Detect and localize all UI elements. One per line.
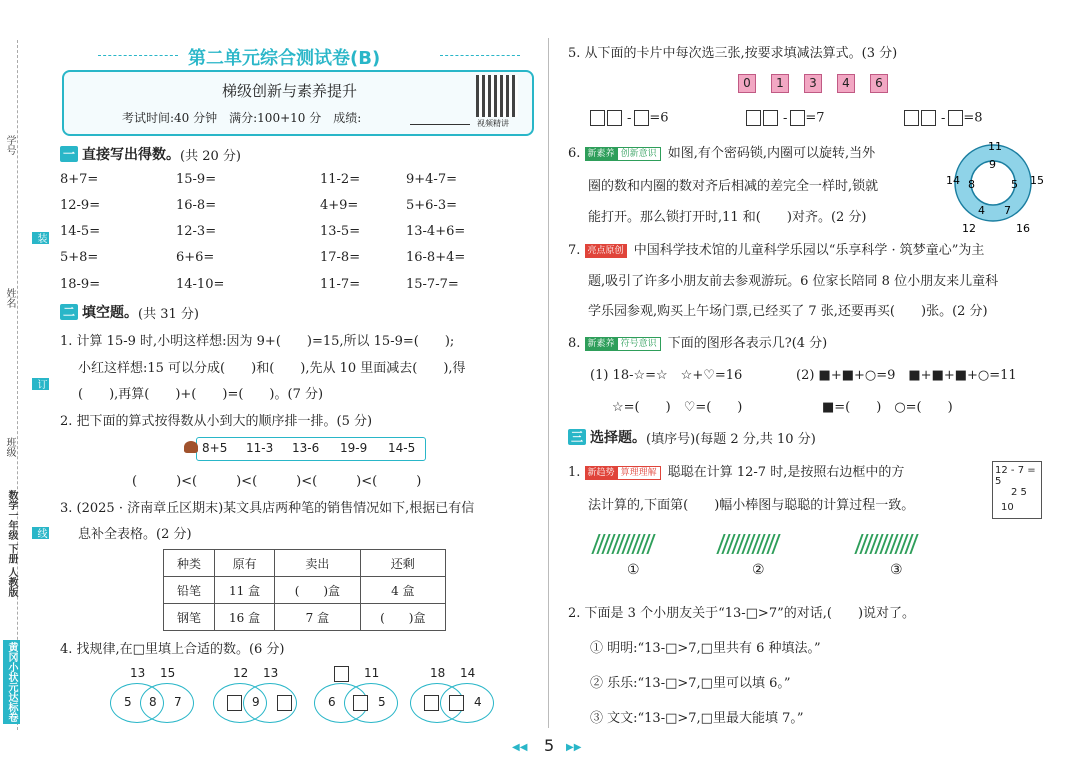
option-label[interactable]: ②: [752, 562, 765, 578]
section-title: 填空题。: [82, 305, 138, 321]
calc-item[interactable]: 12-3=: [176, 224, 217, 239]
method-line: 12 - 7 = 5: [995, 465, 1036, 487]
digit-card[interactable]: 4: [837, 74, 855, 93]
choice-1-line-1: [568, 461, 904, 480]
minus-sign: -: [627, 110, 632, 126]
question-text: 下面的图形各表示几?(4 分): [667, 336, 828, 351]
table-cell: 钢笔: [164, 604, 215, 631]
pattern-bottom-number[interactable]: [227, 695, 242, 711]
calc-item[interactable]: 5+6-3=: [406, 198, 457, 213]
section-points: (填序号)(每题 2 分,共 10 分): [646, 431, 816, 447]
next-page-icon[interactable]: ▶▶: [566, 742, 582, 753]
question-number: 6.: [568, 146, 585, 161]
symbol-equation-1: (1) 18-☆=☆ ☆+♡=16: [590, 368, 743, 383]
table-row: [164, 577, 446, 604]
pattern-bottom-number[interactable]: [424, 695, 439, 711]
calc-item[interactable]: 4+9=: [320, 198, 359, 213]
page-number: 5: [544, 736, 555, 755]
tag-badge: [585, 466, 661, 480]
section-number: 三: [568, 429, 586, 445]
pattern-top-number: 12: [233, 666, 249, 680]
tag-main: 亮点原创: [585, 244, 627, 258]
answer-box[interactable]: [921, 110, 936, 126]
table-cell: 4 盒: [360, 577, 445, 604]
tag-main: 新趋势: [585, 466, 618, 480]
expression-item: 14-5: [388, 441, 416, 455]
lock-outer-number: 15: [1030, 174, 1044, 187]
pattern-bottom-number[interactable]: [449, 695, 464, 711]
stick-bundle-picture[interactable]: [858, 534, 918, 558]
question-4: 4. 找规律,在□里填上合适的数。(6 分): [60, 642, 285, 657]
answer-box[interactable]: [277, 695, 292, 711]
digit-card[interactable]: 3: [804, 74, 822, 93]
ordering-answer: ( )<( )<( )<( )<( ): [132, 474, 422, 489]
answer-box[interactable]: [790, 110, 805, 126]
lock-outer-number: 16: [1016, 222, 1030, 235]
pattern-bottom-number: 5: [378, 695, 386, 709]
answer-box[interactable]: [424, 695, 439, 711]
choice-2-option-1[interactable]: ① 明明:“13-□>7,□里共有 6 种填法。”: [590, 641, 821, 656]
prev-page-icon[interactable]: ◀◀: [512, 742, 528, 753]
digit-card[interactable]: 6: [870, 74, 888, 93]
calc-item[interactable]: 12-9=: [60, 198, 101, 213]
qr-label: 视频精讲: [477, 119, 509, 128]
answer-box[interactable]: [904, 110, 919, 126]
symbol-equation-2: (2) ■+■+○=9 ■+■+■+○=11: [796, 368, 1017, 383]
pattern-top-number: 11: [364, 666, 380, 680]
question-2: 2. 把下面的算式按得数从小到大的顺序排一排。(5 分): [60, 414, 373, 429]
calc-item[interactable]: 14-5=: [60, 224, 101, 239]
seal-mark: 装: [32, 232, 49, 244]
score-line: [410, 124, 470, 125]
question-text: 中国科学技术馆的儿童科学乐园以“乐享科学 · 筑梦童心”为主: [633, 243, 985, 258]
section-3-heading: [568, 427, 816, 447]
method-box: [992, 461, 1042, 519]
lock-outer-number: 12: [962, 222, 976, 235]
pattern-top-number: 13: [130, 666, 146, 680]
answer-box[interactable]: [590, 110, 605, 126]
answer-box[interactable]: [746, 110, 761, 126]
table-header: 卖出: [275, 550, 360, 577]
pattern-bottom-number[interactable]: [353, 695, 368, 711]
pattern-bottom-number: 5: [124, 695, 132, 709]
equation-result: =8: [963, 110, 983, 126]
question-3-line-1: 3. (2025 · 济南章丘区期末)某文具店两种笔的销售情况如下,根据已有信: [60, 501, 475, 516]
question-1-line-3: ( ),再算( )+( )=( )。(7 分): [78, 387, 324, 402]
subtraction-equation: [746, 110, 825, 126]
question-6-line-3: 能打开。那么锁打开时,11 和( )对齐。(2 分): [588, 210, 867, 225]
symbol-answer-2[interactable]: ■=( ) ○=( ): [822, 400, 953, 415]
class-label: 班级: [4, 437, 15, 457]
lock-inner-number: 5: [1011, 178, 1018, 191]
question-number: 7.: [568, 243, 585, 258]
test-subtitle: 梯级创新与素养提升: [222, 82, 358, 100]
lock-inner-number: 8: [968, 178, 975, 191]
calc-item[interactable]: 15-7-7=: [406, 277, 459, 292]
hedgehog-icon: [184, 441, 198, 453]
calc-item[interactable]: 15-9=: [176, 172, 217, 187]
question-number: 1.: [568, 465, 585, 480]
pattern-top-number: 15: [160, 666, 176, 680]
pattern-bottom-number: 8: [149, 695, 157, 709]
brand-label: 黄冈小状元达标卷: [3, 640, 20, 724]
student-name-label: 姓名: [4, 288, 15, 308]
qr-code[interactable]: [476, 75, 518, 117]
calc-item[interactable]: 16-8+4=: [406, 250, 466, 265]
pattern-bottom-number: 7: [174, 695, 182, 709]
calc-item[interactable]: 6+6=: [176, 250, 215, 265]
table-cell: 铅笔: [164, 577, 215, 604]
pattern-top-number: 13: [263, 666, 279, 680]
choice-2-option-3[interactable]: ③ 文文:“13-□>7,□里最大能填 7。”: [590, 711, 804, 726]
table-cell: 7 盒: [275, 604, 360, 631]
expression-item: 13-6: [292, 441, 320, 455]
table-cell[interactable]: ( )盒: [275, 577, 360, 604]
exam-info: 考试时间:40 分钟 满分:100+10 分 成绩:: [122, 111, 362, 125]
choice-2: 2. 下面是 3 个小朋友关于“13-□>7”的对话,( )说对了。: [568, 606, 916, 621]
question-6-line-2: 圈的数和内圈的数对齐后相减的差完全一样时,锁就: [588, 179, 879, 194]
equation-result: =6: [649, 110, 669, 126]
option-label[interactable]: ①: [627, 562, 640, 578]
calc-item[interactable]: 18-9=: [60, 277, 101, 292]
answer-box[interactable]: [227, 695, 242, 711]
question-number: 8.: [568, 336, 585, 351]
book-series: 数学一年级 下册 人教版: [6, 490, 17, 597]
section-2-heading: [60, 302, 199, 322]
choice-1-line-2: 法计算的,下面第( )幅小棒图与聪聪的计算过程一致。: [588, 498, 915, 513]
seal-mark: 线: [32, 527, 49, 539]
section-title: 选择题。: [590, 430, 646, 446]
pattern-bottom-number[interactable]: [277, 695, 292, 711]
option-label[interactable]: ③: [890, 562, 903, 578]
seal-mark: 订: [32, 378, 49, 390]
section-points: (共 31 分): [138, 306, 199, 322]
symbol-answer-1[interactable]: ☆=( ) ♡=( ): [612, 400, 743, 415]
question-8: [568, 332, 827, 351]
question-7-line-3: 学乐园参观,购买上午场门票,已经买了 7 张,还要再买( )张。(2 分): [588, 304, 988, 319]
student-id-label: 学号: [4, 135, 15, 155]
pattern-top-number: 14: [460, 666, 476, 680]
table-header-row: [164, 550, 446, 577]
question-6-line-1: [568, 142, 875, 161]
combination-lock: [946, 140, 1050, 235]
tag-badge: [585, 337, 661, 351]
section-title: 直接写出得数。: [82, 147, 180, 163]
question-7-line-2: 题,吸引了许多小朋友前去参观游玩。6 位家长陪同 8 位小朋友来儿童科: [588, 274, 999, 289]
question-1-line-2: 小红这样想:15 可以分成( )和( ),先从 10 里面减去( ),得: [78, 361, 466, 376]
calc-item[interactable]: 13-5=: [320, 224, 361, 239]
title-line-left: [98, 55, 178, 56]
test-title: 第二单元综合测试卷(B): [188, 48, 381, 69]
table-cell[interactable]: ( )盒: [360, 604, 445, 631]
digit-cards: [738, 74, 903, 93]
tag-badge: [585, 244, 627, 258]
expression-item: 8+5: [202, 441, 228, 455]
digit-card[interactable]: 0: [738, 74, 756, 93]
pattern-bottom-number: 6: [328, 695, 336, 709]
section-number: 二: [60, 304, 78, 320]
calc-item[interactable]: 17-8=: [320, 250, 361, 265]
answer-box[interactable]: [449, 695, 464, 711]
stick-bundle-picture[interactable]: [595, 534, 655, 558]
title-line-right: [440, 55, 520, 56]
calc-item[interactable]: 14-10=: [176, 277, 225, 292]
section-number: 一: [60, 146, 78, 162]
tag-sub: 符号意识: [618, 337, 661, 351]
sales-table: [163, 549, 446, 631]
lock-outer-number: 14: [946, 174, 960, 187]
answer-box[interactable]: [634, 110, 649, 126]
table-header: 原有: [215, 550, 275, 577]
answer-box[interactable]: [334, 666, 349, 682]
question-text: 聪聪在计算 12-7 时,是按照右边框中的方: [667, 465, 905, 480]
tag-sub: 创新意识: [618, 147, 661, 161]
table-header: 种类: [164, 550, 215, 577]
answer-box[interactable]: [763, 110, 778, 126]
subtraction-equation: [590, 110, 669, 126]
digit-card[interactable]: 1: [771, 74, 789, 93]
calc-item[interactable]: 8+7=: [60, 172, 99, 187]
tag-main: 新素养: [585, 147, 618, 161]
lock-outer-number: 11: [988, 140, 1002, 153]
table-row: [164, 604, 446, 631]
expression-item: 19-9: [340, 441, 368, 455]
binding-line: [17, 40, 19, 730]
question-3-line-2: 息补全表格。(2 分): [78, 527, 192, 542]
table-cell: 16 盒: [215, 604, 275, 631]
answer-box[interactable]: [353, 695, 368, 711]
stick-bundle-picture[interactable]: [720, 534, 780, 558]
minus-sign: -: [941, 110, 946, 126]
pattern-top-number: 18: [430, 666, 446, 680]
tag-sub: 算理理解: [618, 466, 661, 480]
pattern-bottom-number: 9: [252, 695, 260, 709]
lock-inner-number: 9: [989, 158, 996, 171]
tag-main: 新素养: [585, 337, 618, 351]
expression-item: 11-3: [246, 441, 274, 455]
question-1-line-1: 1. 计算 15-9 时,小明这样想:因为 9+( )=15,所以 15-9=( );: [60, 334, 455, 349]
column-divider: [548, 38, 549, 728]
question-5: 5. 从下面的卡片中每次选三张,按要求填减法算式。(3 分): [568, 46, 898, 61]
method-line: 2 5: [1011, 487, 1027, 498]
lock-inner-number: 7: [1004, 204, 1011, 217]
calc-item[interactable]: 5+8=: [60, 250, 99, 265]
answer-box[interactable]: [607, 110, 622, 126]
section-points: (共 20 分): [180, 148, 241, 164]
calc-item[interactable]: 11-2=: [320, 172, 361, 187]
pattern-bottom-number: 4: [474, 695, 482, 709]
calc-item[interactable]: 11-7=: [320, 277, 361, 292]
section-1-heading: [60, 144, 241, 164]
answer-box[interactable]: [948, 110, 963, 126]
subtraction-equation: [904, 110, 983, 126]
tag-badge: [585, 147, 661, 161]
question-text: 如图,有个密码锁,内圈可以旋转,当外: [667, 146, 876, 161]
pattern-top-number[interactable]: [334, 666, 349, 682]
table-header: 还剩: [360, 550, 445, 577]
table-cell: 11 盒: [215, 577, 275, 604]
calc-item[interactable]: 9+4-7=: [406, 172, 457, 187]
calc-item[interactable]: 13-4+6=: [406, 224, 466, 239]
method-line: 10: [1001, 502, 1014, 513]
calc-item[interactable]: 16-8=: [176, 198, 217, 213]
lock-inner-number: 4: [978, 204, 985, 217]
choice-2-option-2[interactable]: ② 乐乐:“13-□>7,□里可以填 6。”: [590, 676, 791, 691]
minus-sign: -: [783, 110, 788, 126]
question-7-line-1: [568, 239, 984, 258]
equation-result: =7: [805, 110, 825, 126]
